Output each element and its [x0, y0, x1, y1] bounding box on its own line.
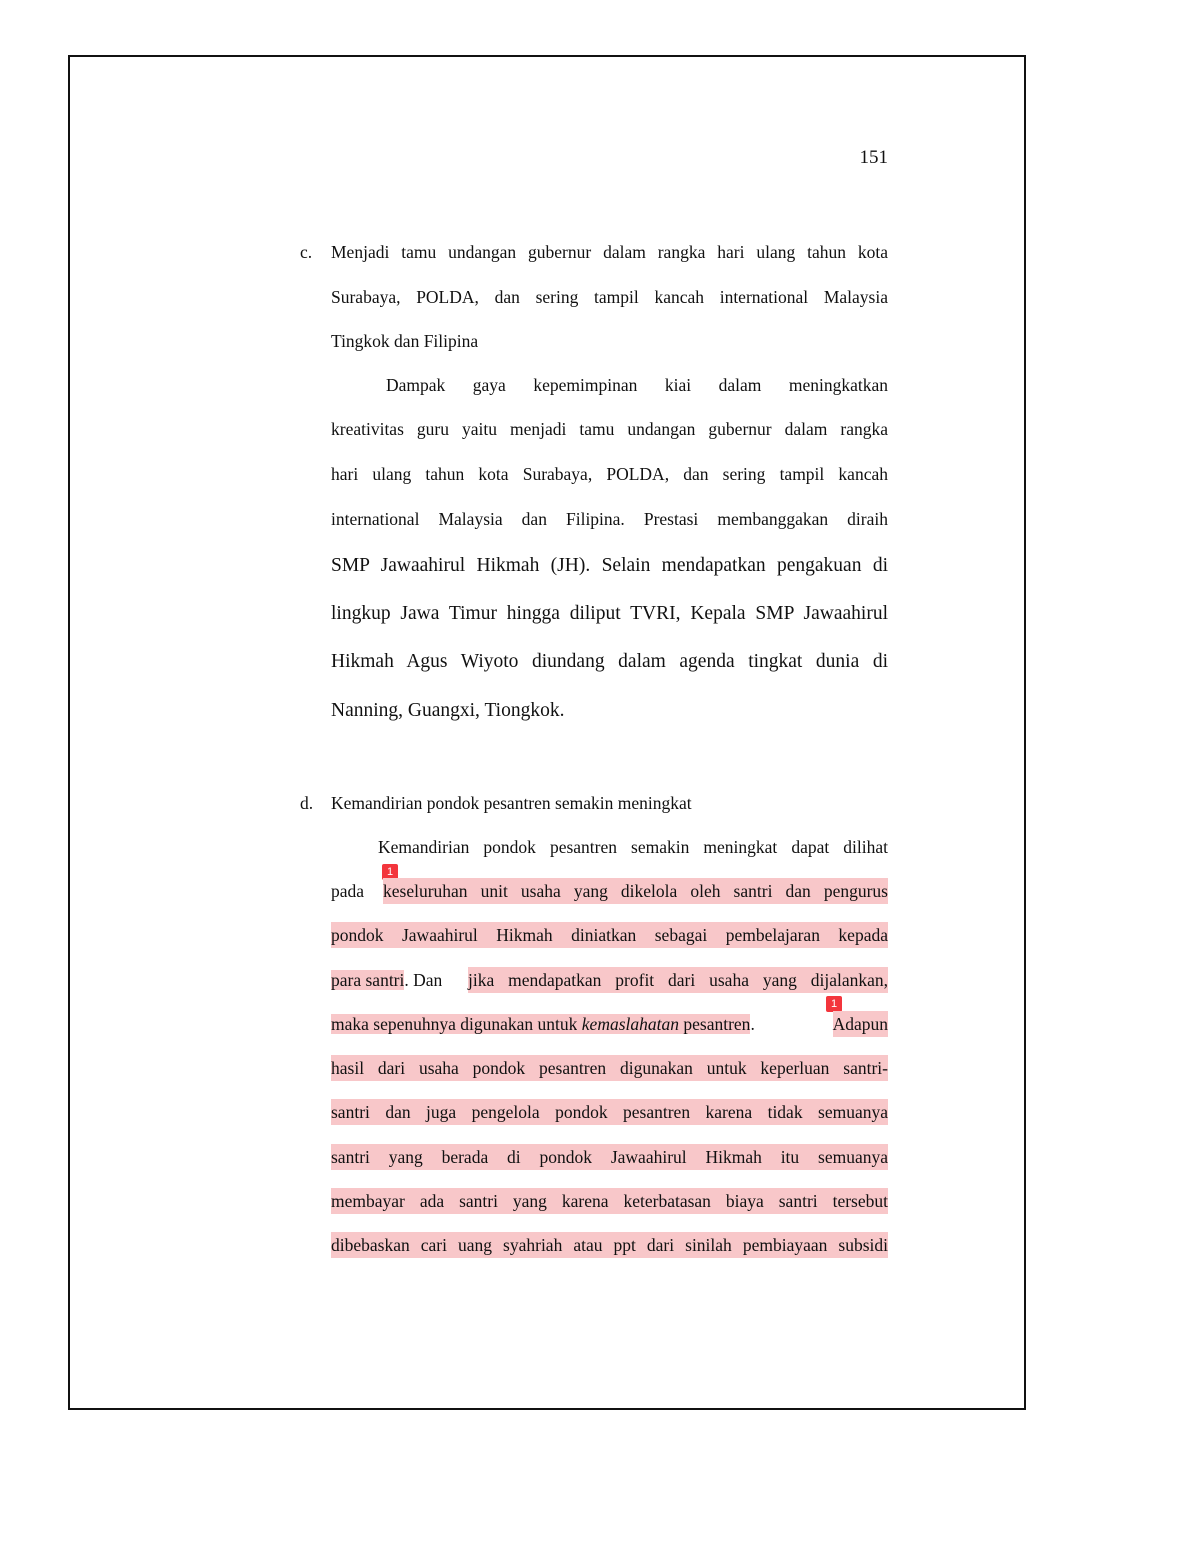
- section-d-line: [331, 1055, 888, 1081]
- highlighted-text[interactable]: dibebaskan cari uang syahriah atau ppt dari sinilah pembiayaan subsidi: [331, 1232, 888, 1258]
- highlighted-text[interactable]: santri yang berada di pondok Jawaahirul Hikmah itu semuanya: [331, 1144, 888, 1170]
- section-c-heading-line: Menjadi tamu undangan gubernur dalam rangka hari ulang tahun kota: [331, 242, 888, 262]
- section-c-paragraph-line: international Malaysia dan Filipina. Prestasi membanggakan diraih: [331, 509, 888, 529]
- highlighted-text[interactable]: membayar ada santri yang karena keterbatasan biaya santri tersebut: [331, 1188, 888, 1214]
- section-d-text: pada: [331, 881, 365, 901]
- section-d-line: Kemandirian pondok pesantren semakin meningkat dapat dilihat: [378, 837, 888, 857]
- highlighted-text[interactable]: keseluruhan unit usaha yang dikelola oleh santri dan pengurus: [383, 878, 888, 904]
- section-d-heading: Kemandirian pondok pesantren semakin meningkat: [331, 793, 692, 813]
- section-d-text: . Dan: [404, 970, 443, 990]
- highlighted-text[interactable]: Adapun: [833, 1011, 888, 1037]
- section-d-line: [331, 922, 888, 948]
- section-c-heading-line: Surabaya, POLDA, dan sering tampil kancah international Malaysia: [331, 287, 888, 307]
- highlighted-text[interactable]: para santri: [331, 970, 405, 990]
- section-c-paragraph-line: SMP Jawaahirul Hikmah (JH). Selain mendapatkan pengakuan di: [331, 555, 888, 576]
- section-c-paragraph-line: lingkup Jawa Timur hingga diliput TVRI, Kepala SMP Jawaahirul: [331, 603, 888, 624]
- section-c-paragraph-line: hari ulang tahun kota Surabaya, POLDA, dan sering tampil kancah: [331, 464, 888, 484]
- section-d-line: [331, 1099, 888, 1125]
- annotation-note-badge[interactable]: 1: [382, 864, 398, 880]
- highlighted-text[interactable]: pesantren: [683, 1014, 751, 1034]
- section-c-paragraph-line: Hikmah Agus Wiyoto diundang dalam agenda tingkat dunia di: [331, 651, 888, 672]
- highlighted-text[interactable]: jika mendapatkan profit dari usaha yang dijalankan,: [468, 967, 888, 993]
- section-d-line: [331, 1011, 888, 1037]
- annotation-note-badge[interactable]: 1: [826, 996, 842, 1012]
- section-d-line: [331, 1232, 888, 1258]
- section-d-line: [331, 1144, 888, 1170]
- section-c-paragraph-line: Nanning, Guangxi, Tiongkok.: [331, 700, 565, 721]
- section-c-marker: c.: [300, 242, 313, 262]
- section-d-marker: d.: [300, 793, 314, 813]
- highlighted-text[interactable]: maka sepenuhnya digunakan untuk: [331, 1014, 578, 1034]
- section-c-paragraph-line: Dampak gaya kepemimpinan kiai dalam meningkatkan: [386, 375, 888, 395]
- highlighted-text[interactable]: santri dan juga pengelola pondok pesantren karena tidak semuanya: [331, 1099, 888, 1125]
- highlighted-italic-text[interactable]: kemaslahatan: [581, 1014, 679, 1034]
- section-d-line: [331, 878, 888, 904]
- section-c-heading-line: Tingkok dan Filipina: [331, 331, 479, 351]
- page-number: 151: [859, 147, 888, 168]
- section-d-text: .: [750, 1014, 755, 1034]
- section-d-line: [331, 967, 888, 993]
- section-d-line: [331, 1188, 888, 1214]
- section-c-paragraph-line: kreativitas guru yaitu menjadi tamu undangan gubernur dalam rangka: [331, 419, 888, 439]
- highlighted-text[interactable]: hasil dari usaha pondok pesantren digunakan untuk keperluan santri-: [331, 1055, 888, 1081]
- highlighted-text[interactable]: pondok Jawaahirul Hikmah diniatkan sebagai pembelajaran kepada: [331, 922, 888, 948]
